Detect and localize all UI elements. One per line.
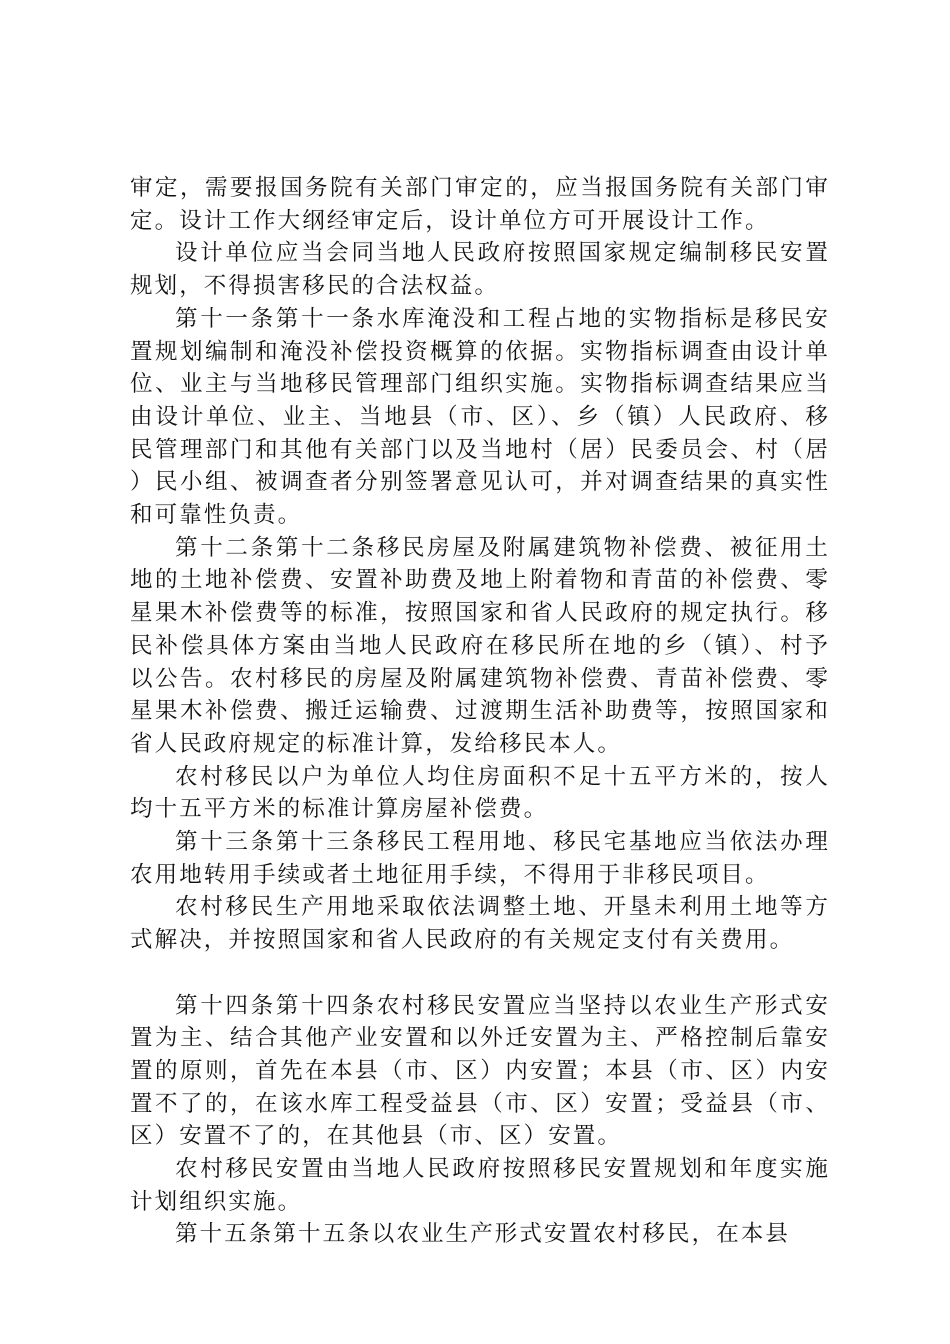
paragraph-spacer bbox=[130, 957, 830, 990]
document-body bbox=[130, 172, 830, 1251]
paragraph-implementation: 农村移民安置由当地人民政府按照移民安置规划和年度实施计划组织实施。 bbox=[130, 1156, 830, 1215]
paragraph-2: 设计单位应当会同当地人民政府按照国家规定编制移民安置规划，不得损害移民的合法权益。 bbox=[130, 240, 830, 300]
paragraph-production-land: 农村移民生产用地采取依法调整土地、开垦未利用土地等方式解决，并按照国家和省人民政府的有关规定支付有关费用。 bbox=[130, 894, 830, 954]
article-15-paragraph: 第十五条第十五条以农业生产形式安置农村移民，在本县 bbox=[175, 1221, 791, 1248]
article-12-paragraph: 第十二条第十二条移民房屋及附属建筑物补偿费、被征用土地的土地补偿费、安置补助费及地上附着物和青苗的补偿费、零星果木补偿费等的标准，按照国家和省人民政府的规定执行。移民补偿具体方案由当地人民政府在移民所在地的乡（镇）、村予以公告。农村移民的房屋及附属建筑物补偿费、青苗补偿费、零星果木补偿费、搬迁运输费、过渡期生活补助费等，按照国家和省人民政府规定的标准计算，发给移民本人。 bbox=[130, 534, 830, 757]
article-13-paragraph: 第十三条第十三条移民工程用地、移民宅基地应当依法办理农用地转用手续或者土地征用手续，不得用于非移民项目。 bbox=[130, 829, 830, 888]
paragraph-1: 审定，需要报国务院有关部门审定的，应当报国务院有关部门审定。设计工作大纲经审定后，设计单位方可开展设计工作。 bbox=[130, 175, 830, 234]
paragraph-housing-area: 农村移民以户为单位人均住房面积不足十五平方米的，按人均十五平方米的标准计算房屋补偿费。 bbox=[130, 763, 830, 823]
article-11-paragraph: 第十一条第十一条水库淹没和工程占地的实物指标是移民安置规划编制和淹没补偿投资概算的依据。实物指标调查由设计单位、业主与当地移民管理部门组织实施。实物指标调查结果应当由设计单位、业主、当地县（市、区）、乡（镇）人民政府、移民管理部门和其他有关部门以及当地村（居）民委员会、村（居）民小组、被调查者分别签署意见认可，并对调查结果的真实性和可靠性负责。 bbox=[130, 305, 830, 529]
article-14-paragraph: 第十四条第十四条农村移民安置应当坚持以农业生产形式安置为主、结合其他产业安置和以外迁安置为主、严格控制后靠安置的原则，首先在本县（市、区）内安置；本县（市、区）内安置不了的，在该水库工程受益县（市、区）安置；受益县（市、区）安置不了的，在其他县（市、区）安置。 bbox=[130, 992, 830, 1150]
